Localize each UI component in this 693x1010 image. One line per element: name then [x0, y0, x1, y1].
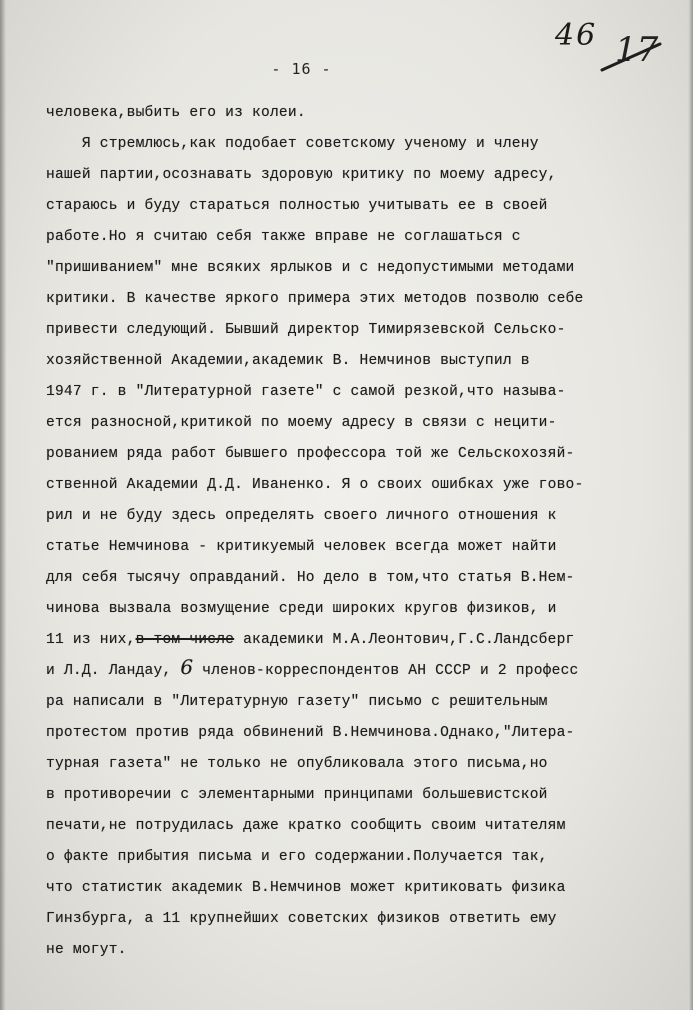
text-line: критики. В качестве яркого примера этих методов позволю себе: [46, 291, 584, 307]
text-line: для себя тысячу оправданий. Но дело в том,что статья В.Нем-: [46, 570, 575, 586]
text-line: протестом против ряда обвинений В.Немчинова.Однако,"Литера-: [46, 725, 575, 741]
text-line: чинова вызвала возмущение среди широких кругов физиков, и: [46, 601, 557, 617]
text-segment: академики М.А.Леонтович,Г.С.Ландсберг: [234, 632, 575, 648]
text-line: печати,не потрудилась даже кратко сообщить своим читателям: [46, 818, 566, 834]
text-line: стараюсь и буду стараться полностью учитывать ее в своей: [46, 198, 548, 214]
page-number: - 16 -: [271, 60, 332, 78]
folio-strike-mark: [600, 38, 662, 78]
text-line: нашей партии,осознавать здоровую критику по моему адресу,: [46, 167, 557, 183]
text-line: не могут.: [46, 942, 127, 958]
text-line: в противоречии с элементарными принципами большевистской: [46, 787, 548, 803]
typed-body-text: [46, 98, 583, 966]
text-line: работе.Но я считаю себя также вправе не соглашаться с: [46, 229, 521, 245]
handwritten-folio-number: 46: [555, 18, 598, 53]
text-line: статье Немчинова - критикуемый человек всегда может найти: [46, 539, 557, 555]
text-segment: членов-корреспондентов АН СССР и 2 професс: [193, 663, 579, 679]
text-line: турная газета" не только не опубликовала этого письма,но: [46, 756, 548, 772]
text-line: о факте прибытия письма и его содержании.Получается так,: [46, 849, 548, 865]
crossed-out-folio-number: 17: [615, 30, 659, 70]
text-line: 1947 г. в "Литературной газете" с самой резкой,что называ-: [46, 384, 566, 400]
text-line: рил и не буду здесь определять своего личного отношения к: [46, 508, 557, 524]
text-line: ется разносной,критикой по моему адресу в связи с нецити-: [46, 415, 557, 431]
text-segment: и Л.Д. Ландау,: [46, 663, 181, 679]
text-line: ра написали в "Литературную газету" письмо с решительным: [46, 694, 548, 710]
text-line: [46, 625, 583, 656]
text-line: Гинзбурга, а 11 крупнейших советских физиков ответить ему: [46, 911, 557, 927]
text-line: хозяйственной Академии,академик В. Немчинов выступил в: [46, 353, 530, 369]
page-left-edge-shadow: [0, 0, 6, 1010]
text-line: что статистик академик В.Немчинов может критиковать физика: [46, 880, 566, 896]
text-line: [46, 656, 583, 687]
page-right-edge-shadow: [688, 0, 693, 1010]
handwritten-insertion: 6: [180, 655, 194, 679]
struck-out-text: в том числе: [135, 632, 235, 648]
text-line: ственной Академии Д.Д. Иваненко. Я о своих ошибках уже гово-: [46, 477, 584, 493]
text-line: Я стремлюсь,как подобает советскому ученому и члену: [46, 136, 539, 152]
text-line: человека,выбить его из колеи.: [46, 105, 306, 121]
text-segment: 11 из них,: [46, 632, 136, 648]
text-line: рованием ряда работ бывшего профессора той же Сельскохозяй-: [46, 446, 575, 462]
text-line: "пришиванием" мне всяких ярлыков и с недопустимыми методами: [46, 260, 575, 276]
text-line: привести следующий. Бывший директор Тимирязевской Сельско-: [46, 322, 566, 338]
